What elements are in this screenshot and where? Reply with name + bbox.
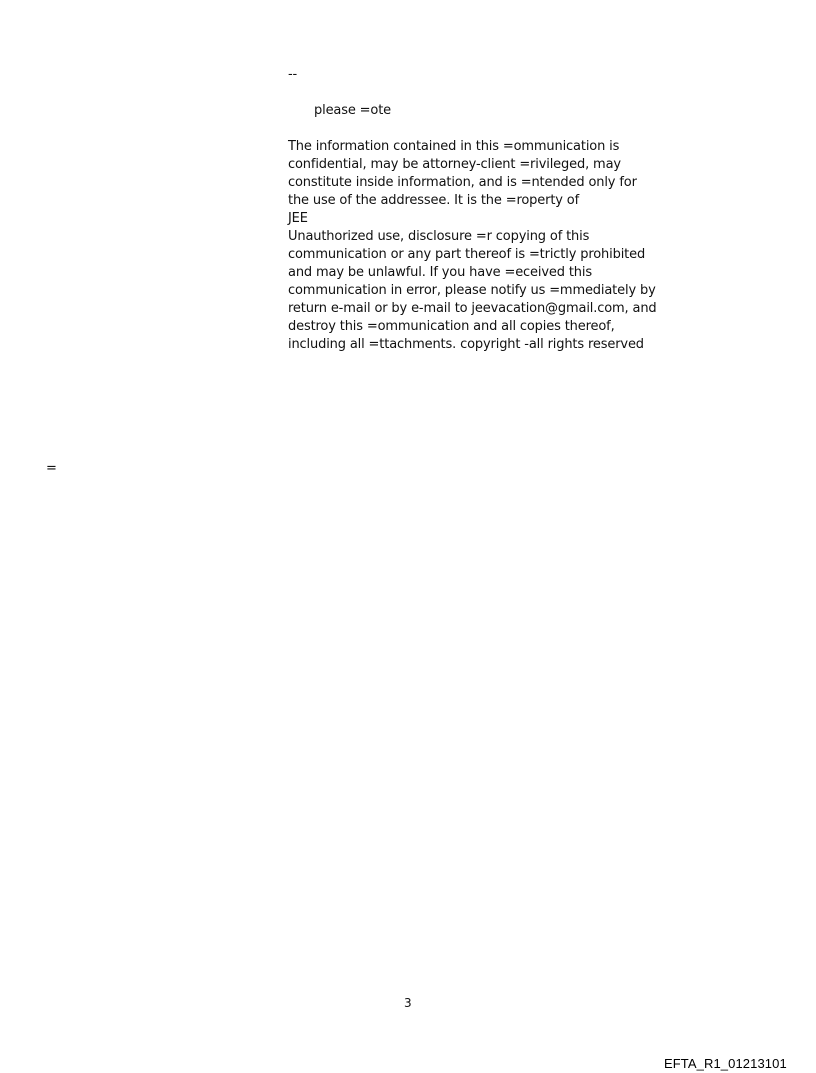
disclaimer-line: including all =ttachments. copyright -all rights reserved xyxy=(288,337,644,352)
page-number: 3 xyxy=(404,996,412,1010)
disclaimer-line: communication or any part thereof is =trictly prohibited xyxy=(288,247,646,262)
disclaimer-line: the use of the addressee. It is the =roperty of xyxy=(288,193,580,208)
confidentiality-disclaimer xyxy=(288,138,657,354)
stray-equals-character: = xyxy=(46,461,57,476)
disclaimer-line: and may be unlawful. If you have =eceived this xyxy=(288,265,592,280)
bates-number: EFTA_R1_01213101 xyxy=(664,1056,787,1071)
signature-separator: -- xyxy=(288,67,298,82)
disclaimer-line: constitute inside information, and is =ntended only for xyxy=(288,175,637,190)
disclaimer-line: confidential, may be attorney-client =rivileged, may xyxy=(288,157,621,172)
disclaimer-line: destroy this =ommunication and all copies thereof, xyxy=(288,319,615,334)
disclaimer-line: Unauthorized use, disclosure =r copying of this xyxy=(288,229,590,244)
note-heading: please =ote xyxy=(314,103,392,118)
disclaimer-line: JEE xyxy=(288,211,308,226)
disclaimer-line: communication in error, please notify us =mmediately by xyxy=(288,283,656,298)
disclaimer-line: The information contained in this =ommunication is xyxy=(288,139,620,154)
disclaimer-line: return e-mail or by e-mail to jeevacation@gmail.com, and xyxy=(288,301,657,316)
